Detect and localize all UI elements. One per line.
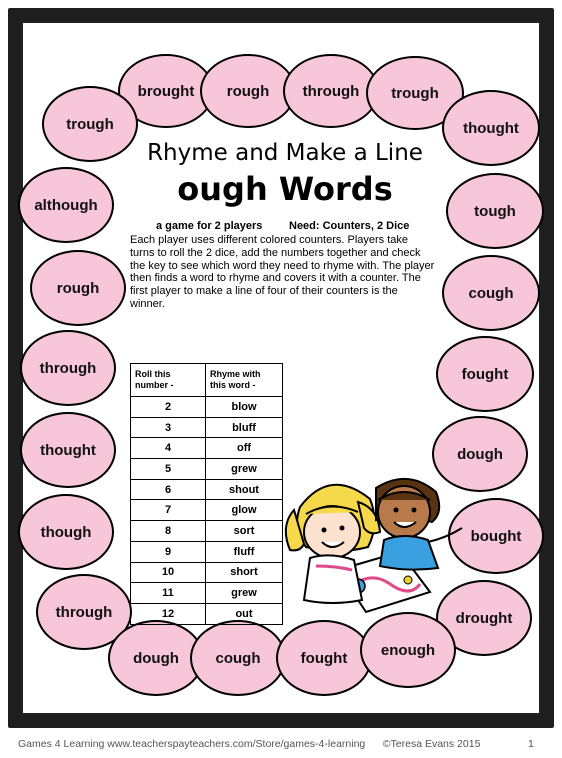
board-space-through[interactable]: through — [283, 54, 379, 128]
table-row — [131, 562, 283, 583]
rhyme-word-cell: fluff — [206, 541, 283, 562]
board-space-though[interactable]: though — [18, 494, 114, 570]
table-header-rhyme: Rhyme with this word - — [206, 364, 283, 397]
roll-number-cell: 7 — [131, 500, 206, 521]
materials-label: Need: Counters, 2 Dice — [289, 220, 410, 232]
table-row — [131, 521, 283, 542]
board-space-bought[interactable]: bought — [448, 498, 544, 574]
rhyme-word-cell: shout — [206, 479, 283, 500]
footer-credit — [18, 738, 480, 750]
rhyme-word-cell: blow — [206, 397, 283, 418]
table-row — [131, 583, 283, 604]
footer-copyright: ©Teresa Evans 2015 — [382, 738, 481, 750]
board-space-cough[interactable]: cough — [442, 255, 540, 331]
board-space-through[interactable]: through — [20, 330, 116, 406]
table-row — [131, 479, 283, 500]
dice-key-table — [130, 363, 283, 625]
roll-number-cell: 8 — [131, 521, 206, 542]
table-row — [131, 438, 283, 459]
roll-number-cell: 3 — [131, 417, 206, 438]
instructions: Each player uses different colored counters. Players take turns to roll the 2 dice, add the numbers together and check the key to see which word they need to rhyme with. The player then finds a word to rhyme and covers it with a counter. The first player to make a line of four of their counters is the winner. — [130, 234, 435, 310]
roll-number-cell: 11 — [131, 583, 206, 604]
board-space-cough[interactable]: cough — [190, 620, 286, 696]
table-row — [131, 603, 283, 624]
rhyme-word-cell: glow — [206, 500, 283, 521]
board-space-thought[interactable]: thought — [442, 90, 540, 166]
board-space-fought[interactable]: fought — [436, 336, 534, 412]
title-line-1: Rhyme and Make a Line — [147, 140, 423, 166]
footer-site: Games 4 Learning www.teacherspayteachers.com/Store/games-4-learning — [18, 738, 366, 750]
rhyme-word-cell: out — [206, 603, 283, 624]
players-label: a game for 2 players — [156, 220, 263, 232]
roll-number-cell: 2 — [131, 397, 206, 418]
board-space-fought[interactable]: fought — [276, 620, 372, 696]
roll-number-cell: 12 — [131, 603, 206, 624]
table-row — [131, 397, 283, 418]
board-space-through[interactable]: through — [36, 574, 132, 650]
children-illustration — [280, 462, 470, 622]
board-space-brought[interactable]: brought — [118, 54, 214, 128]
board-space-rough[interactable]: rough — [200, 54, 296, 128]
table-header-roll: Roll this number - — [131, 364, 206, 397]
table-row — [131, 417, 283, 438]
board-space-trough[interactable]: trough — [366, 56, 464, 130]
board-space-dough[interactable]: dough — [108, 620, 204, 696]
page-number: 1 — [528, 738, 534, 750]
roll-number-cell: 4 — [131, 438, 206, 459]
table-row — [131, 459, 283, 480]
roll-number-cell: 9 — [131, 541, 206, 562]
table-row — [131, 500, 283, 521]
rhyme-word-cell: bluff — [206, 417, 283, 438]
title-line-2: ough Words — [177, 170, 393, 208]
roll-number-cell: 5 — [131, 459, 206, 480]
rhyme-word-cell: off — [206, 438, 283, 459]
rhyme-word-cell: grew — [206, 583, 283, 604]
rhyme-word-cell: sort — [206, 521, 283, 542]
board-space-dough[interactable]: dough — [432, 416, 528, 492]
table-row — [131, 541, 283, 562]
board-space-thought[interactable]: thought — [20, 412, 116, 488]
rhyme-word-cell: grew — [206, 459, 283, 480]
rhyme-word-cell: short — [206, 562, 283, 583]
roll-number-cell: 10 — [131, 562, 206, 583]
board-space-enough[interactable]: enough — [360, 612, 456, 688]
roll-number-cell: 6 — [131, 479, 206, 500]
board-space-tough[interactable]: tough — [446, 173, 544, 249]
board-space-although[interactable]: although — [18, 167, 114, 243]
board-space-drought[interactable]: drought — [436, 580, 532, 656]
board-space-trough[interactable]: trough — [42, 86, 138, 162]
board-space-rough[interactable]: rough — [30, 250, 126, 326]
